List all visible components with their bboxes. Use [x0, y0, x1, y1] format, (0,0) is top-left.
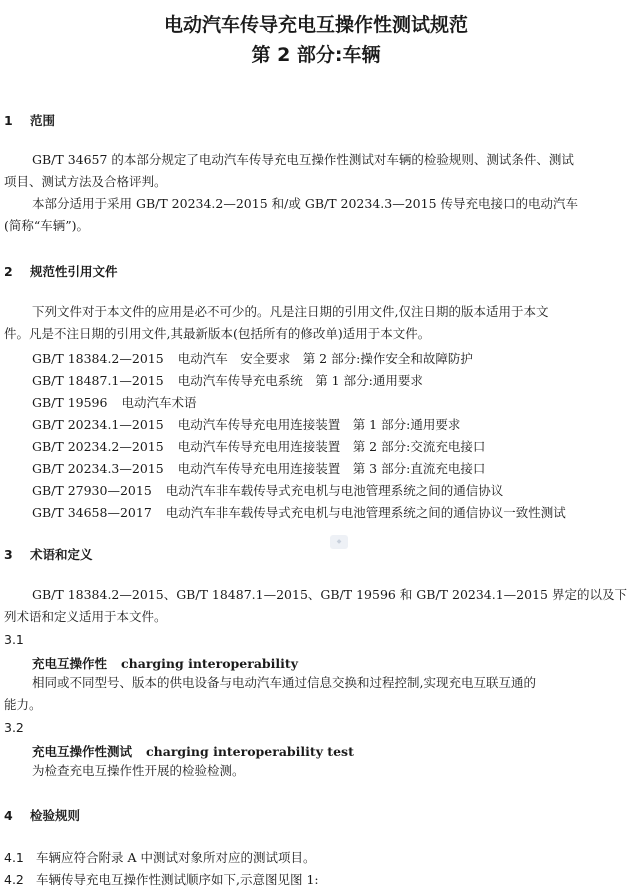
section-title: 范围: [30, 113, 56, 128]
paragraph-line: 件。凡是不注日期的引用文件,其最新版本(包括所有的修改单)适用于本文件。: [4, 326, 431, 341]
reference-title: 电动汽车传导充电用连接装置 第 2 部分:交流充电接口: [177, 439, 486, 454]
reference-title: 电动汽车传导充电用连接装置 第 3 部分:直流充电接口: [177, 461, 486, 476]
rule-item: [4, 848, 315, 866]
reference-code: GB/T 27930—2015: [32, 483, 152, 498]
rule-item: [4, 870, 319, 888]
reference-code: GB/T 20234.3—2015: [32, 461, 164, 476]
rule-number: 4.1: [4, 850, 24, 865]
paragraph-line: 本部分适用于采用 GB/T 20234.2—2015 和/或 GB/T 20234.3—2015 传导充电接口的电动汽车: [32, 196, 578, 211]
term-heading: [32, 742, 354, 760]
paragraph-line: 列术语和定义适用于本文件。: [4, 609, 167, 624]
term-definition: 为检查充电互操作性开展的检验检测。: [32, 763, 245, 778]
section-2-heading: [4, 262, 118, 280]
paragraph-line: (简称“车辆”)。: [4, 218, 90, 233]
document-subtitle: 第 2 部分:车辆: [251, 44, 381, 66]
section-title: 规范性引用文件: [30, 264, 118, 279]
reference-item: [32, 371, 423, 389]
reference-item: [32, 393, 196, 411]
term-number: 3.1: [4, 632, 24, 647]
section-4-heading: [4, 806, 80, 824]
reference-title: 电动汽车传导充电系统 第 1 部分:通用要求: [177, 373, 423, 388]
rule-text: 车辆传导充电互操作性测试顺序如下,示意图见图 1:: [36, 872, 319, 887]
paragraph-line: 项目、测试方法及合格评判。: [4, 174, 167, 189]
reference-item: [32, 459, 485, 477]
term-english: charging interoperability: [121, 656, 298, 671]
rule-text: 车辆应符合附录 A 中测试对象所对应的测试项目。: [36, 850, 316, 865]
reference-code: GB/T 20234.1—2015: [32, 417, 164, 432]
paragraph-line: GB/T 18384.2—2015、GB/T 18487.1—2015、GB/T 19596 和 GB/T 20234.1—2015 界定的以及下: [32, 587, 627, 602]
document-title: 电动汽车传导充电互操作性测试规范: [163, 14, 468, 36]
reference-code: GB/T 34658—2017: [32, 505, 152, 520]
reference-title: 电动汽车非车载传导式充电机与电池管理系统之间的通信协议一致性测试: [165, 505, 566, 520]
reference-item: [32, 437, 485, 455]
reference-title: 电动汽车非车载传导式充电机与电池管理系统之间的通信协议: [165, 483, 504, 498]
reference-title: 电动汽车术语: [121, 395, 197, 410]
section-title: 检验规则: [30, 808, 81, 823]
term-definition: 相同或不同型号、版本的供电设备与电动汽车通过信息交换和过程控制,实现充电互联互通的: [32, 675, 536, 690]
term-chinese: 充电互操作性测试: [32, 744, 133, 759]
reference-title: 电动汽车 安全要求 第 2 部分:操作安全和故障防护: [177, 351, 473, 366]
reference-item: [32, 415, 460, 433]
section-number: 1: [4, 113, 13, 128]
section-number: 4: [4, 808, 13, 823]
section-1-heading: [4, 111, 55, 129]
section-title: 术语和定义: [30, 547, 93, 562]
rule-number: 4.2: [4, 872, 24, 887]
section-number: 3: [4, 547, 13, 562]
term-heading: [32, 654, 298, 672]
section-3-heading: [4, 545, 93, 563]
reference-item: [32, 349, 473, 367]
watermark-logo: ◆: [330, 535, 348, 549]
paragraph-line: GB/T 34657 的本部分规定了电动汽车传导充电互操作性测试对车辆的检验规则、测试条件、测试: [32, 152, 574, 167]
reference-code: GB/T 20234.2—2015: [32, 439, 164, 454]
term-chinese: 充电互操作性: [32, 656, 108, 671]
reference-item: [32, 481, 503, 499]
reference-title: 电动汽车传导充电用连接装置 第 1 部分:通用要求: [177, 417, 461, 432]
reference-code: GB/T 18384.2—2015: [32, 351, 164, 366]
section-number: 2: [4, 264, 13, 279]
term-number: 3.2: [4, 720, 24, 735]
reference-code: GB/T 19596: [32, 395, 108, 410]
reference-item: [32, 503, 566, 521]
reference-code: GB/T 18487.1—2015: [32, 373, 164, 388]
term-definition: 能力。: [4, 697, 42, 712]
term-english: charging interoperability test: [146, 744, 354, 759]
paragraph-line: 下列文件对于本文件的应用是必不可少的。凡是注日期的引用文件,仅注日期的版本适用于本文: [32, 304, 549, 319]
